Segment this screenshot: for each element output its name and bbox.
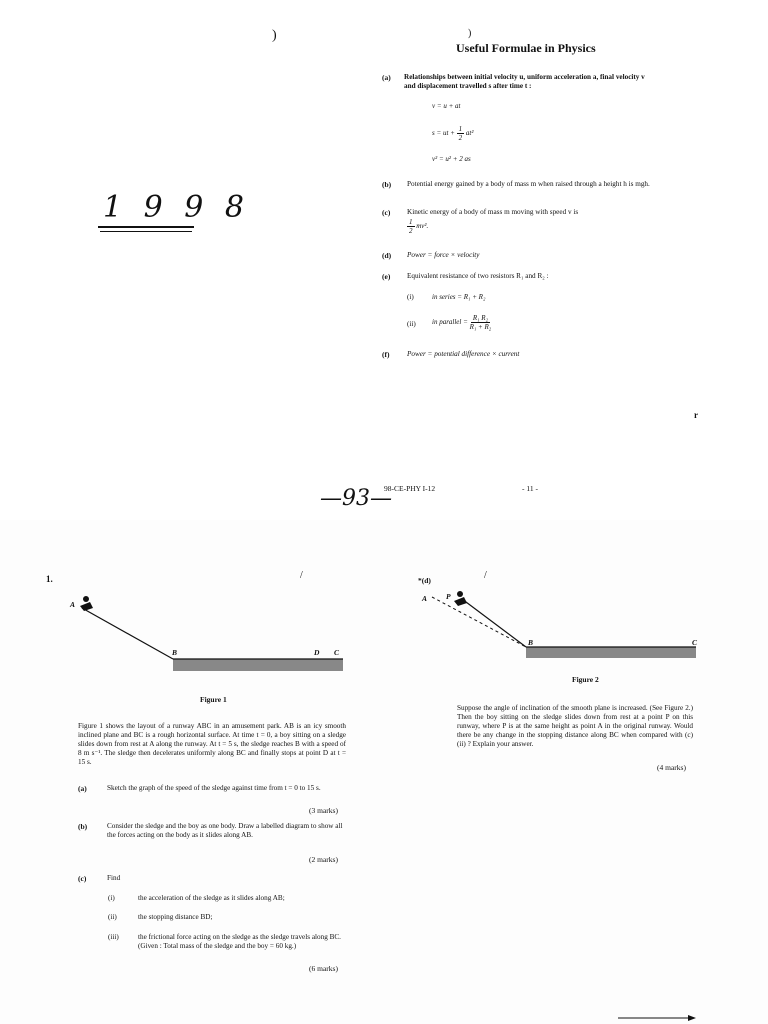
part-label: (a) — [78, 784, 87, 793]
steep-incline — [462, 599, 526, 647]
item-label: (e) — [382, 272, 391, 281]
fraction — [457, 125, 465, 142]
edge-mark: r — [694, 410, 698, 420]
item-label: (c) — [382, 208, 391, 217]
subpart-text: the stopping distance BD; — [138, 913, 213, 921]
equation: v² = u² + 2 as — [432, 155, 471, 163]
point-a: A — [422, 594, 428, 603]
sub-label: (ii) — [407, 320, 416, 328]
marks: (2 marks) — [309, 855, 338, 864]
subpart-label: (iii) — [108, 933, 119, 941]
figure-1-caption: Figure 1 — [200, 695, 227, 704]
rough-surface-bc — [526, 647, 696, 658]
equation: v = u + at — [432, 102, 461, 110]
subpart-label: (ii) — [108, 913, 117, 921]
original-incline-dashed — [432, 597, 526, 647]
stray-mark: ) — [272, 28, 277, 43]
sub-label: (i) — [407, 293, 414, 301]
equation — [432, 125, 473, 142]
question-number: 1. — [46, 574, 53, 584]
year-handwritten: 1 9 9 8 — [103, 190, 250, 225]
point-d: D — [314, 648, 320, 657]
subpart-text: the frictional force acting on the sledge as the sledge travels along BC. (Given : Total mass of the sledge and the boy = 60 kg.) — [138, 933, 341, 950]
subpart-label: (i) — [108, 894, 115, 902]
eq-part: in parallel = — [432, 318, 468, 327]
part-label: *(d) — [418, 576, 431, 585]
figure-1-diagram — [60, 590, 360, 680]
equation — [432, 314, 491, 331]
figure-1-text: Figure 1 shows the layout of a runway ABC in an amusement park. AB is an icy smooth inclined plane and BC is a rough horizontal surface. At time t = 0, a boy sitting on a sledge slides down from rest at A along the runway. At t = 5 s, the sledge reaches B with a speed of 8 m s⁻¹. The sledge then decelerates uniformly along BC and finally stops at point D at t = 15 s. — [78, 722, 346, 766]
rough-surface-bc — [173, 659, 343, 671]
marks: (6 marks) — [309, 964, 338, 973]
boy-on-sledge-icon — [80, 596, 93, 611]
part-text: Sketch the graph of the speed of the sledge against time from t = 0 to 15 s. — [107, 784, 321, 792]
point-a: A — [70, 600, 76, 609]
num: R₁ R₂ — [472, 314, 488, 322]
eq-part: at² — [465, 129, 474, 138]
point-b: B — [528, 638, 534, 647]
item-text: Potential energy gained by a body of mass m when raised through a height h is mgh. — [407, 180, 650, 188]
part-text: Consider the sledge and the boy as one body. Draw a labelled diagram to show all the forces acting on the body as it slides along AB. — [107, 822, 343, 839]
item-label: (f) — [382, 350, 390, 359]
item-label: (d) — [382, 251, 392, 260]
point-p: P — [446, 592, 451, 601]
year-underline — [98, 226, 194, 228]
boy-on-sledge-icon — [454, 591, 467, 606]
footer-page: - 11 - — [522, 484, 538, 493]
den: 2 — [409, 227, 413, 235]
part-label: (c) — [78, 874, 87, 883]
handwritten-page-number: —93— — [320, 486, 392, 511]
stray-mark: / — [300, 570, 303, 581]
stray-mark: ) — [468, 28, 472, 39]
eq-part: s = ut + — [432, 129, 455, 138]
stray-mark: / — [484, 570, 487, 581]
figure-2-caption: Figure 2 — [572, 675, 599, 684]
eq-part: mv². — [416, 222, 429, 231]
point-b: B — [172, 648, 178, 657]
num: 1 — [409, 218, 413, 226]
num: 1 — [458, 125, 463, 133]
part-label: (b) — [78, 822, 88, 831]
den: 2 — [458, 134, 463, 142]
item-text: Power = potential difference × current — [407, 350, 520, 358]
item-text: Kinetic energy of a body of mass m moving with speed v is — [407, 208, 579, 216]
equation — [407, 218, 428, 235]
part-text: Find — [107, 874, 121, 882]
year-underline — [100, 231, 192, 232]
den: R₁ + R₂ — [469, 323, 492, 331]
fraction — [407, 218, 415, 235]
item-label: (a) — [382, 73, 391, 82]
fraction — [470, 314, 492, 331]
point-c: C — [692, 638, 698, 647]
incline-ab — [82, 608, 173, 659]
formulae-title: Useful Formulae in Physics — [456, 41, 596, 55]
item-text: Equivalent resistance of two resistors R₁ and R₂ : — [407, 272, 549, 280]
footer-code: 98-CE-PHY I-12 — [384, 484, 436, 493]
item-text: Power = force × velocity — [407, 251, 480, 259]
figure-2-diagram — [420, 585, 710, 665]
item-text: Relationships between initial velocity u, uniform acceleration a, final velocity v and displacement travelled s after time t : — [404, 73, 645, 90]
item-label: (b) — [382, 180, 392, 189]
subpart-text: the acceleration of the sledge as it slides along AB; — [138, 894, 285, 902]
marks: (3 marks) — [309, 806, 338, 815]
equation: in series = R₁ + R₂ — [432, 293, 486, 301]
arrow-icon — [618, 1014, 698, 1022]
point-c: C — [334, 648, 340, 657]
part-d-text: Suppose the angle of inclination of the smooth plane is increased. (See Figure 2.) Then the boy sitting on the sledge slides down from rest at a point P on this runway, where P is at the same height as point A in the original runway. Would there be any change in the stopping distance along BC when compared with (c) (ii) ? Explain your answer. — [457, 704, 693, 748]
marks: (4 marks) — [657, 763, 686, 772]
